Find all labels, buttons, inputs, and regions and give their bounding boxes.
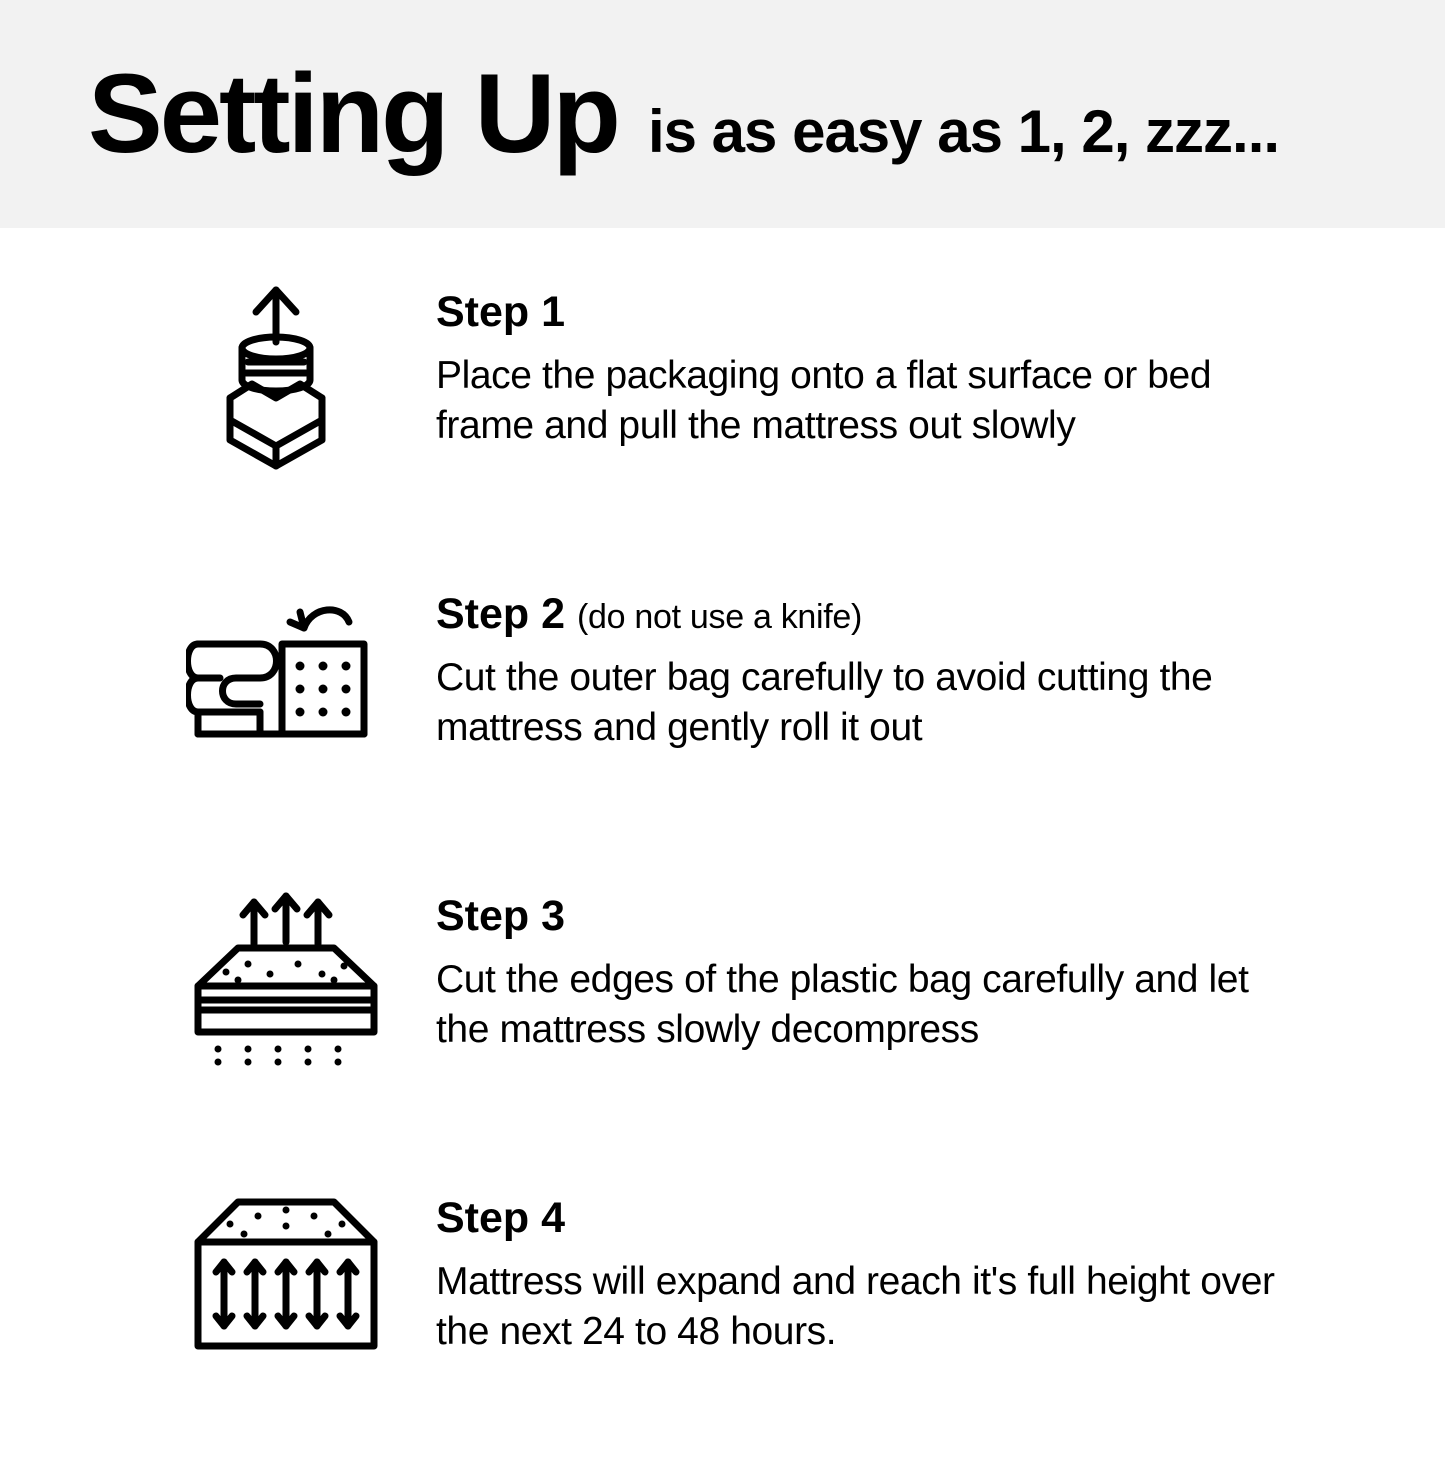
step-1-text-cell bbox=[436, 270, 1445, 451]
list-item bbox=[0, 1176, 1445, 1478]
step-heading-label: Step 3 bbox=[436, 892, 566, 940]
step-heading bbox=[436, 290, 1385, 335]
list-item bbox=[0, 874, 1445, 1176]
step-description: Mattress will expand and reach it's full height over the next 24 to 48 hours. bbox=[436, 1260, 1275, 1354]
list-item bbox=[0, 270, 1445, 572]
step-heading bbox=[436, 1196, 1385, 1241]
rolled-mattress-unroll-icon bbox=[186, 582, 386, 772]
title-sub-text: is as easy as 1, 2, zzz... bbox=[647, 98, 1280, 165]
step-heading-label: Step 2 bbox=[436, 590, 566, 638]
steps-list bbox=[0, 228, 1445, 1478]
step-heading-label: Step 1 bbox=[436, 288, 566, 336]
step-description: Cut the outer bag carefully to avoid cutting the mattress and gently roll it out bbox=[436, 656, 1213, 750]
mattress-decompress-arrows-up-icon bbox=[186, 884, 386, 1074]
step-4-icon-cell bbox=[186, 1176, 436, 1361]
step-2-text-cell bbox=[436, 572, 1445, 753]
header-banner bbox=[0, 0, 1445, 228]
step-4-text-cell bbox=[436, 1176, 1445, 1357]
title-main-text: Setting Up bbox=[88, 51, 618, 176]
list-item bbox=[0, 572, 1445, 874]
step-heading-label: Step 4 bbox=[436, 1194, 566, 1242]
step-note: (do not use a knife) bbox=[577, 598, 863, 636]
step-3-icon-cell bbox=[186, 874, 436, 1074]
step-description: Place the packaging onto a flat surface or bed frame and pull the mattress out slowly bbox=[436, 354, 1212, 448]
step-heading bbox=[436, 894, 1385, 939]
mattress-expand-arrows-icon bbox=[186, 1186, 386, 1361]
step-description: Cut the edges of the plastic bag carefully and let the mattress slowly decompress bbox=[436, 958, 1249, 1052]
box-unpack-arrow-up-icon bbox=[186, 280, 366, 480]
step-heading bbox=[436, 592, 1385, 637]
step-1-icon-cell bbox=[186, 270, 436, 480]
page-title bbox=[88, 51, 1280, 176]
step-3-text-cell bbox=[436, 874, 1445, 1055]
step-2-icon-cell bbox=[186, 572, 436, 772]
